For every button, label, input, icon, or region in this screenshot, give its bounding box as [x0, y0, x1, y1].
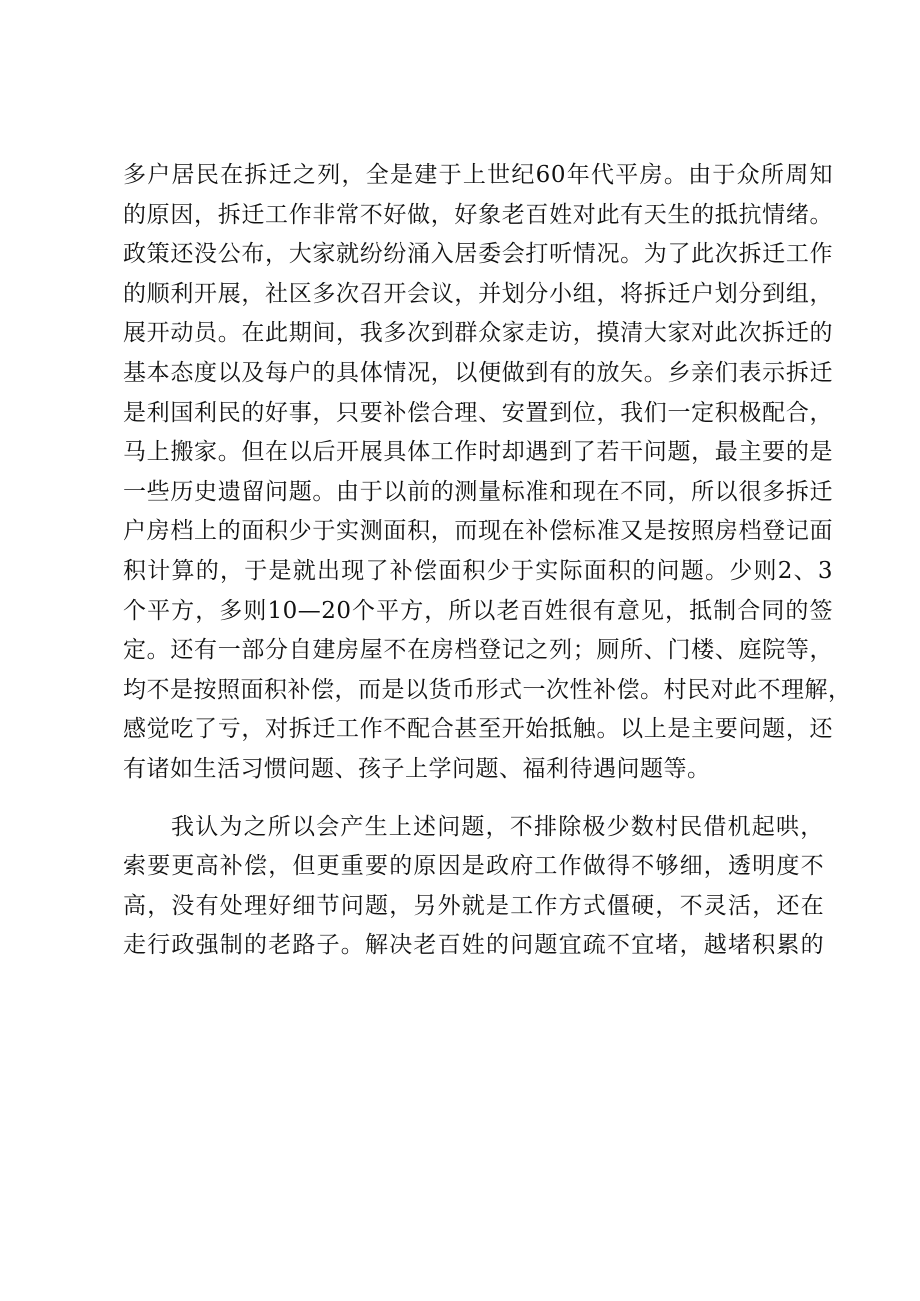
paragraph-line: 均不是按照面积补偿，而是以货币形式一次性补偿。村民对此不理解， — [123, 676, 852, 703]
paragraph-line: 我认为之所以会产生上述问题，不排除极少数村民借机起哄， — [171, 813, 825, 840]
paragraph-line: 有诸如生活习惯问题、孩子上学问题、福利待遇问题等。 — [123, 755, 711, 782]
paragraph-line: 的原因，拆迁工作非常不好做，好象老百姓对此有天生的抵抗情绪。 — [123, 201, 833, 228]
paragraph-line: 走行政强制的老路子。解决老百姓的问题宜疏不宜堵，越堵积累的 — [123, 932, 825, 959]
document-body — [123, 156, 852, 966]
paragraph-line: 积计算的，于是就出现了补偿面积少于实际面积的问题。少则2、3 — [123, 557, 833, 584]
paragraph-line: 定。还有一部分自建房屋不在房档登记之列；厕所、门楼、庭院等， — [123, 637, 833, 664]
paragraph-line: 高，没有处理好细节问题，另外就是工作方式僵硬，不灵活，还在 — [123, 892, 825, 919]
paragraph-spacer — [123, 790, 833, 808]
paragraph-line: 基本态度以及每户的具体情况，以便做到有的放矢。乡亲们表示拆迁 — [123, 359, 833, 386]
paragraph-line: 多户居民在拆迁之列，全是建于上世纪60年代平房。由于众所周知 — [123, 162, 833, 188]
paragraph-line: 索要更高补偿，但更重要的原因是政府工作做得不够细，透明度不 — [123, 853, 825, 880]
paragraph-line: 展开动员。在此期间，我多次到群众家走访，摸清大家对此次拆迁的 — [123, 320, 833, 347]
paragraph-1 — [123, 156, 852, 790]
paragraph-line: 一些历史遗留问题。由于以前的测量标准和现在不同，所以很多拆迁 — [123, 478, 833, 505]
paragraph-2 — [123, 808, 833, 966]
paragraph-line: 马上搬家。但在以后开展具体工作时却遇到了若干问题，最主要的是 — [123, 439, 833, 466]
paragraph-line: 户房档上的面积少于实测面积，而现在补偿标准又是按照房档登记面 — [123, 518, 833, 545]
paragraph-line: 的顺利开展，社区多次召开会议，并划分小组，将拆迁户划分到组， — [123, 280, 833, 307]
paragraph-line: 政策还没公布，大家就纷纷涌入居委会打听情况。为了此次拆迁工作 — [123, 241, 833, 268]
paragraph-line: 是利国利民的好事，只要补偿合理、安置到位，我们一定积极配合， — [123, 399, 833, 426]
paragraph-line: 个平方，多则10—20个平方，所以老百姓很有意见，抵制合同的签 — [123, 597, 833, 624]
paragraph-line: 感觉吃了亏，对拆迁工作不配合甚至开始抵触。以上是主要问题，还 — [123, 716, 833, 743]
